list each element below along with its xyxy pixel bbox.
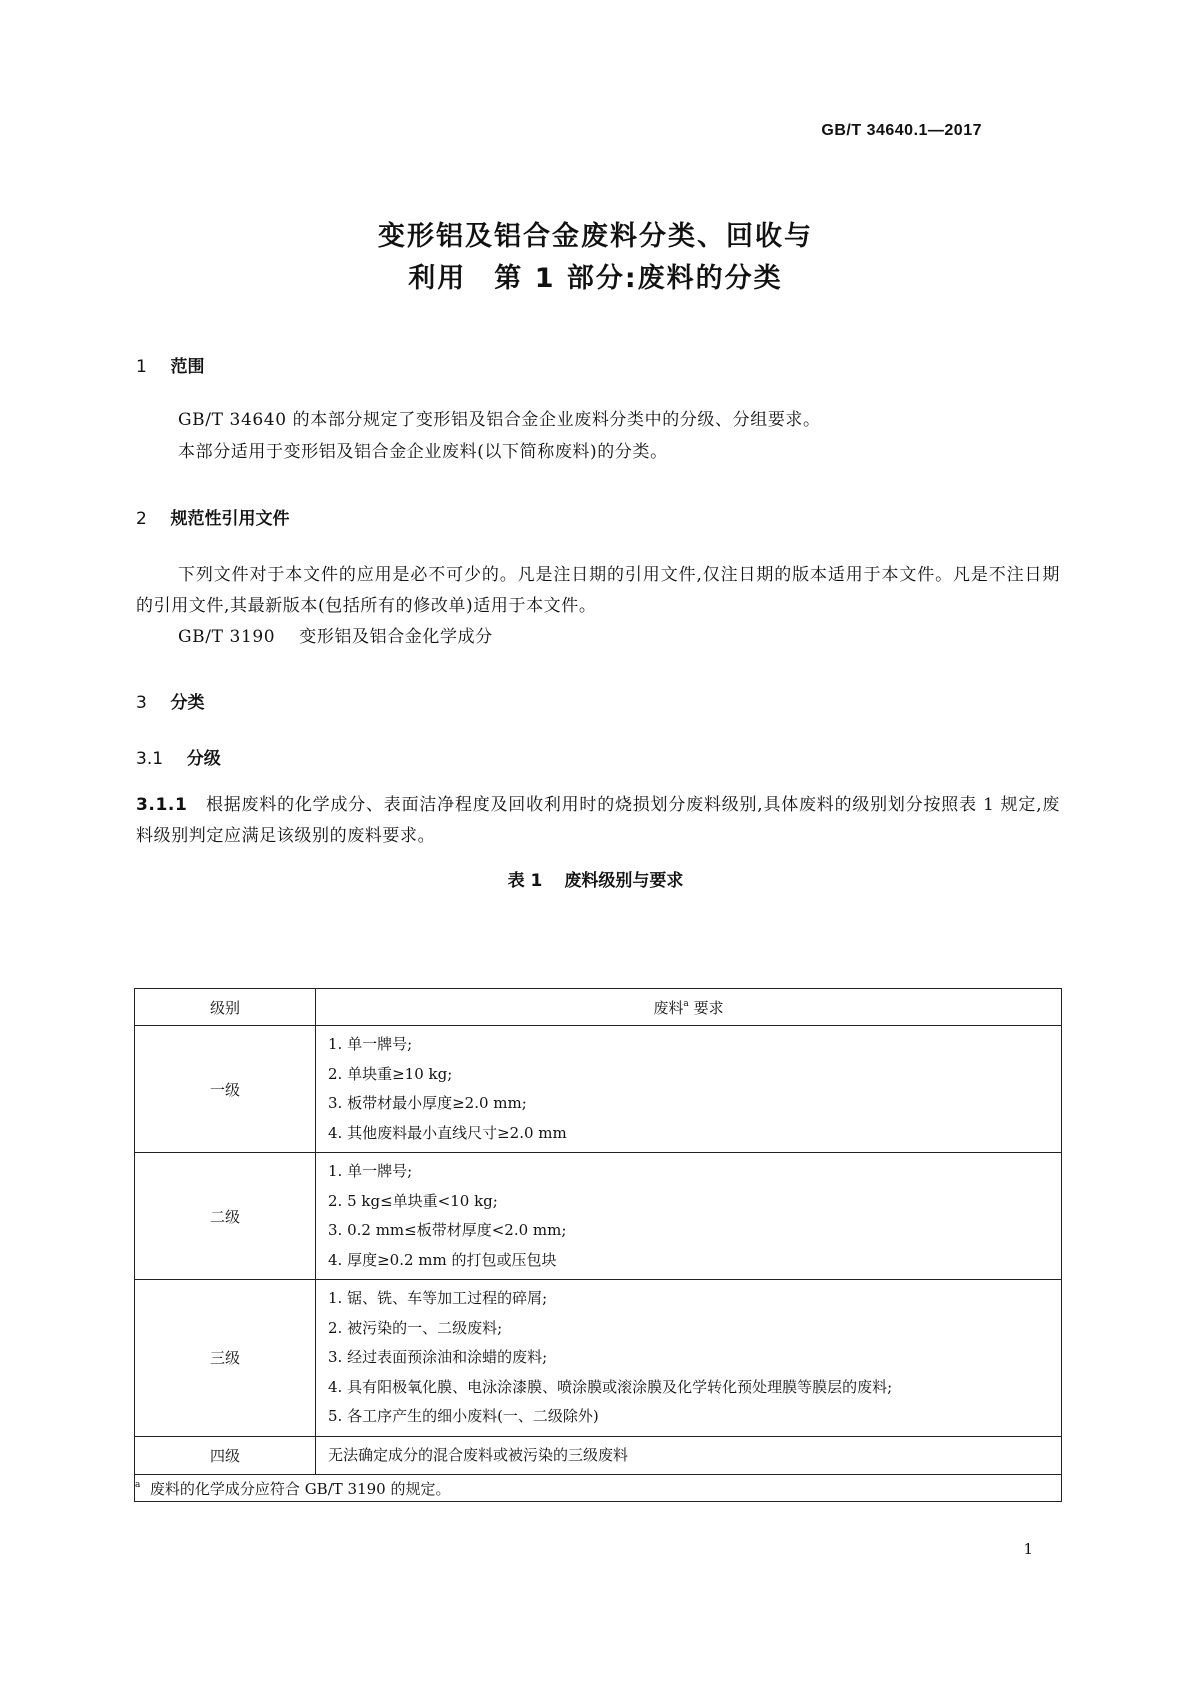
footnote-mark: a <box>135 1479 141 1490</box>
table-label: 表 1 <box>507 871 543 891</box>
requirement-item: 3. 板带材最小厚度≥2.0 mm; <box>328 1094 527 1112</box>
clause-number: 3.1.1 <box>136 795 188 815</box>
scope-paragraph-2: 本部分适用于变形铝及铝合金企业废料(以下简称废料)的分类。 <box>178 442 668 462</box>
requirement-item: 2. 5 kg≤单块重<10 kg; <box>328 1191 498 1210</box>
document-title-line-2 <box>0 256 1191 295</box>
table-row <box>135 1436 1062 1475</box>
grade-cell: 一级 <box>135 1026 316 1153</box>
table-title: 废料级别与要求 <box>564 871 684 891</box>
standard-number: GB/T 34640.1—2017 <box>821 122 982 139</box>
grade-cell: 二级 <box>135 1153 316 1280</box>
clause-3-1-1 <box>136 790 1060 852</box>
requirement-item: 2. 被污染的一、二级废料; <box>328 1318 503 1337</box>
section-number: 3 <box>136 693 147 713</box>
clause-text: 根据废料的化学成分、表面洁净程度及回收利用时的烧损划分废料级别,具体废料的级别划分按照表 1 规定,废料级别判定应满足该级别的废料要求。 <box>136 795 1060 846</box>
requirement-item: 5. 各工序产生的细小废料(一、二级除外) <box>328 1407 599 1425</box>
header-req-text: 废料 <box>653 998 684 1017</box>
footnote-text: 废料的化学成分应符合 GB/T 3190 的规定。 <box>149 1479 451 1498</box>
requirement-item: 4. 其他废料最小直线尺寸≥2.0 mm <box>328 1123 567 1142</box>
requirement-item: 无法确定成分的混合废料或被污染的三级废料 <box>328 1445 629 1464</box>
requirement-item: 1. 单一牌号; <box>328 1035 413 1053</box>
grade-cell: 四级 <box>135 1436 316 1475</box>
normative-reference-item <box>136 622 1060 653</box>
footnote-ref: a <box>683 998 689 1009</box>
title-part-b: 第 1 部分:废料的分类 <box>494 263 783 294</box>
requirements-cell <box>316 1280 1062 1437</box>
reference-code: GB/T 3190 <box>178 627 276 647</box>
scope-paragraph-1: GB/T 34640 的本部分规定了变形铝及铝合金企业废料分类中的分级、分组要求。 <box>178 410 821 430</box>
requirements-cell <box>316 1153 1062 1280</box>
document-title-line-1: 变形铝及铝合金废料分类、回收与 <box>378 221 813 252</box>
requirement-item: 4. 具有阳极氧化膜、电泳涂漆膜、喷涂膜或滚涂膜及化学转化预处理膜等膜层的废料; <box>328 1377 893 1396</box>
table-row <box>135 1280 1062 1437</box>
header-requirements <box>316 989 1062 1026</box>
section-number: 1 <box>136 357 147 377</box>
requirement-item: 1. 单一牌号; <box>328 1162 413 1180</box>
section-number: 2 <box>136 509 147 529</box>
requirement-item: 3. 经过表面预涂油和涂蜡的废料; <box>328 1348 548 1366</box>
requirements-cell <box>316 1436 1062 1475</box>
table-row <box>135 1153 1062 1280</box>
requirement-item: 1. 锯、铣、车等加工过程的碎屑; <box>328 1289 548 1307</box>
title-part-a: 利用 <box>408 263 467 294</box>
table-caption <box>0 866 1191 891</box>
section-number: 3.1 <box>136 749 164 769</box>
requirement-item: 2. 单块重≥10 kg; <box>328 1064 453 1083</box>
section-title: 范围 <box>170 357 205 377</box>
requirement-item: 3. 0.2 mm≤板带材厚度<2.0 mm; <box>328 1221 567 1239</box>
section-title: 规范性引用文件 <box>170 509 290 529</box>
normative-references-paragraph: 下列文件对于本文件的应用是必不可少的。凡是注日期的引用文件,仅注日期的版本适用于本文件。凡是不注日期的引用文件,其最新版本(包括所有的修改单)适用于本文件。 <box>136 565 1060 616</box>
page-number: 1 <box>1023 1540 1033 1558</box>
table-header-row <box>135 989 1062 1026</box>
table-row <box>135 1026 1062 1153</box>
table-footnote <box>135 1475 1062 1502</box>
section-2-heading <box>136 504 290 529</box>
header-grade: 级别 <box>135 989 316 1026</box>
header-req-suffix: 要求 <box>688 998 724 1017</box>
reference-title: 变形铝及铝合金化学成分 <box>299 627 493 647</box>
section-1-heading <box>136 352 205 377</box>
section-3-1-heading <box>136 744 221 769</box>
table-footnote-row <box>135 1475 1062 1502</box>
section-3-heading <box>136 688 205 713</box>
section-title: 分级 <box>186 749 221 769</box>
grade-cell: 三级 <box>135 1280 316 1437</box>
requirements-cell <box>316 1026 1062 1153</box>
section-title: 分类 <box>170 693 205 713</box>
scrap-grade-table <box>134 988 1062 1502</box>
requirement-item: 4. 厚度≥0.2 mm 的打包或压包块 <box>328 1250 557 1269</box>
